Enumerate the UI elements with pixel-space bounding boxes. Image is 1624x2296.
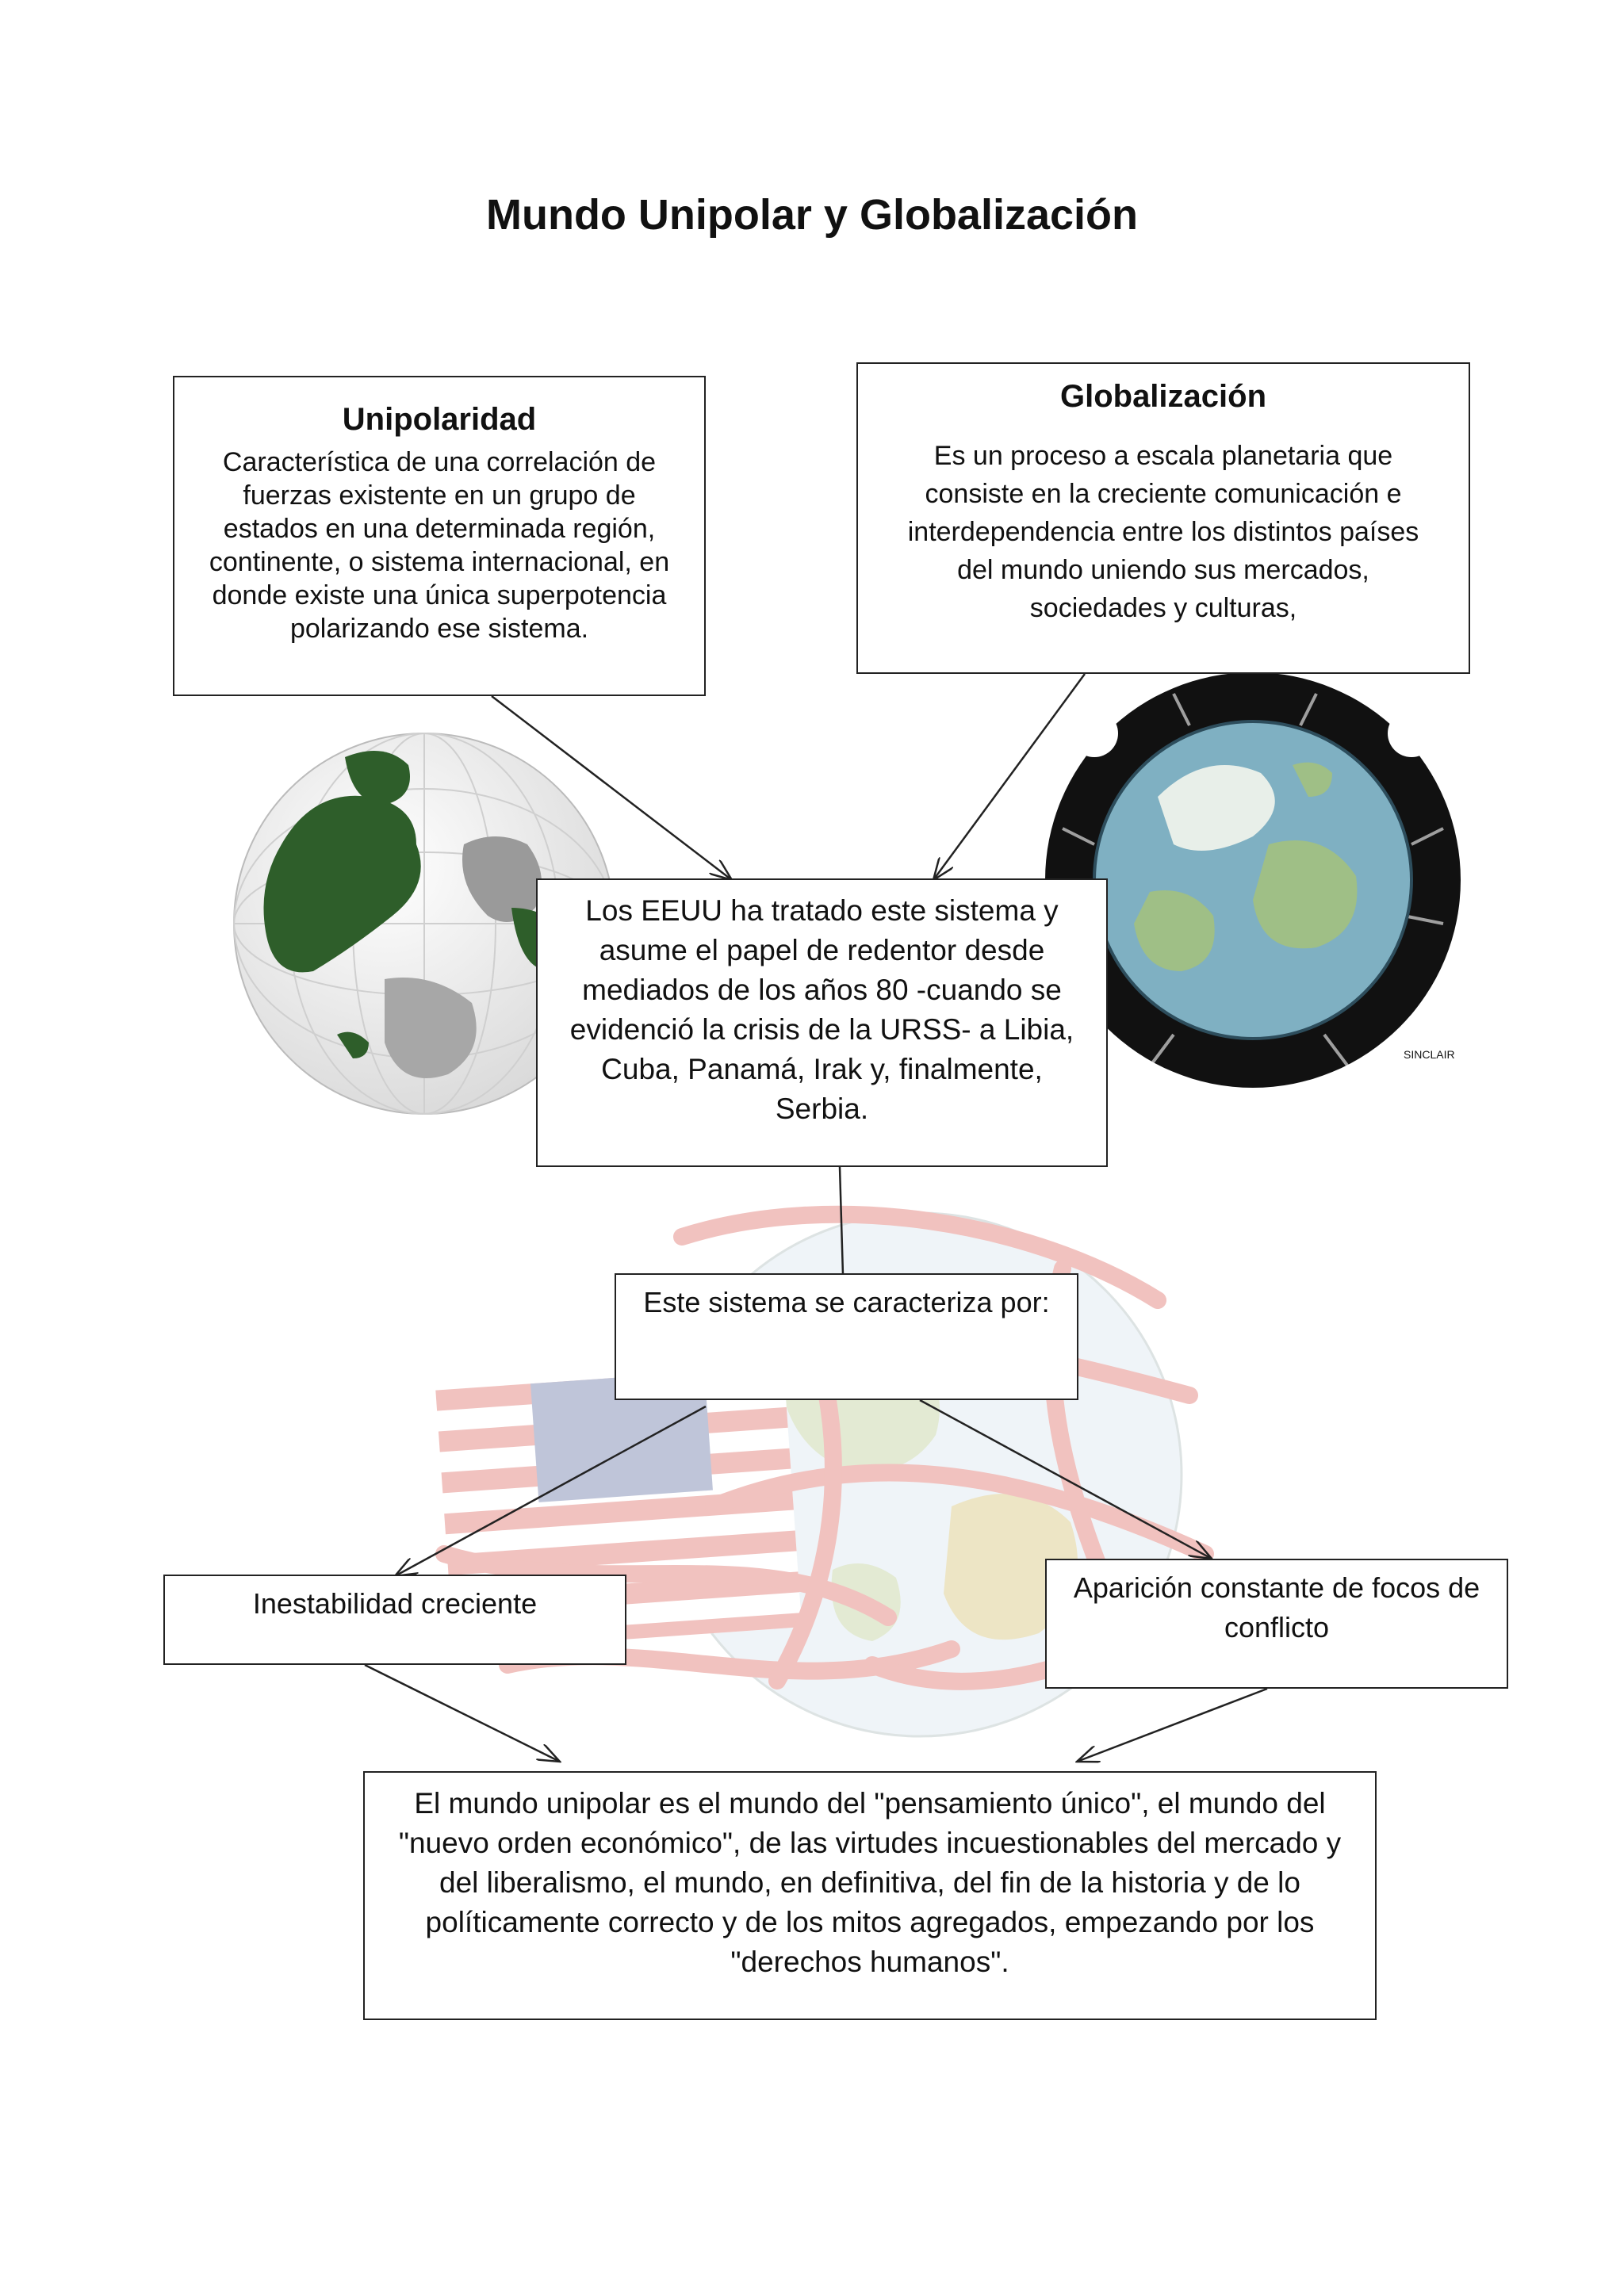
arrow-caracteriza-to-focos	[920, 1400, 1212, 1559]
inestabilidad-text: Inestabilidad creciente	[252, 1587, 538, 1620]
inestabilidad-box	[163, 1575, 626, 1665]
focos-box	[1045, 1559, 1508, 1689]
arrow-focos-to-conclusion	[1077, 1689, 1267, 1762]
unipolaridad-text: Característica de una correlación de fuerzas existente en un grupo de estados en una determinada región, continente, o sistema internacional, en donde existe una única superpotencia polarizando ese sistema.	[209, 447, 670, 644]
conclusion-text: El mundo unipolar es el mundo del "pensamiento único", el mundo del "nuevo orden económico", de las virtudes incuestionables del mercado y del liberalismo, el mundo, en definitiva, del fin de la historia y de lo políticamente correcto y de los mitos agregados, empezando por los "derechos humanos".	[398, 1787, 1342, 1978]
globalizacion-text: Es un proceso a escala planetaria que consiste en la creciente comunicación e interdependencia entre los distintos países del mundo uniendo sus mercados, sociedades y culturas,	[907, 441, 1419, 623]
caracteriza-text: Este sistema se caracteriza por:	[643, 1286, 1050, 1318]
arrow-inestabilidad-to-conclusion	[365, 1665, 560, 1762]
globalizacion-box	[856, 362, 1470, 674]
cartoon-signature: SINCLAIR	[1404, 1048, 1455, 1061]
arrow-unipolaridad-to-eeuu	[492, 696, 732, 880]
unipolaridad-box	[173, 376, 706, 696]
line-eeuu-to-caracteriza	[840, 1167, 843, 1275]
conclusion-box	[363, 1771, 1377, 2020]
unipolaridad-title: Unipolaridad	[342, 402, 537, 437]
arrow-caracteriza-to-inestabilidad	[395, 1406, 706, 1576]
eeuu-box	[536, 878, 1108, 1167]
eeuu-text: Los EEUU ha tratado este sistema y asume el papel de redentor desde mediados de los años 80 -cuando se evidenció la crisis de la URSS- a Libia, Cuba, Panamá, Irak y, finalmente, Serbia.	[569, 894, 1074, 1125]
page-title: Mundo Unipolar y Globalización	[485, 191, 1139, 239]
caracteriza-box	[615, 1273, 1078, 1400]
globalizacion-title: Globalización	[1059, 379, 1267, 414]
arrow-globalizacion-to-eeuu	[933, 674, 1085, 880]
focos-text: Aparición constante de focos de conflicto	[1073, 1571, 1480, 1644]
